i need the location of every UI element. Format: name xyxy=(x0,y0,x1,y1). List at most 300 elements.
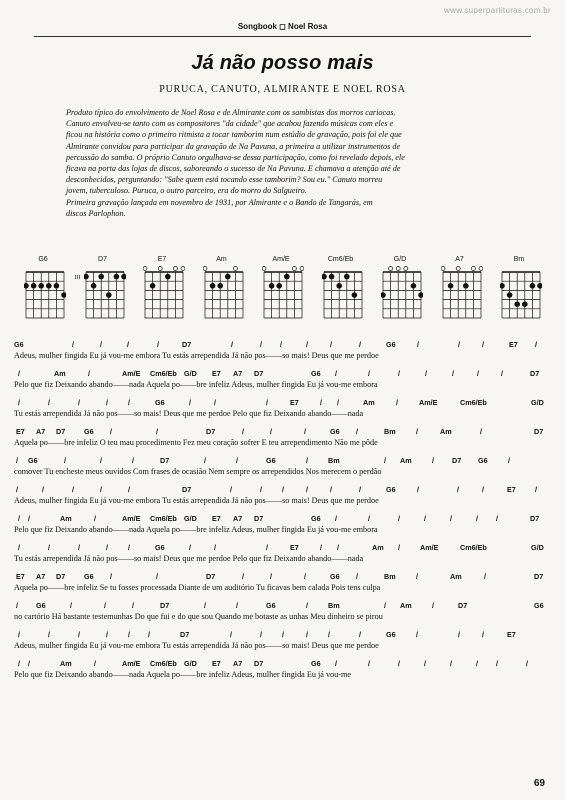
beat-slash: / xyxy=(100,456,102,465)
finger-dot xyxy=(322,274,327,280)
beat-slash: / xyxy=(416,630,418,639)
beat-slash: / xyxy=(368,659,370,668)
finger-dot xyxy=(98,274,104,280)
beat-slash: / xyxy=(337,398,339,407)
finger-dot xyxy=(276,283,282,289)
beat-slash: / xyxy=(306,485,308,494)
chord-symbol: Am/E xyxy=(419,398,438,407)
finger-dot xyxy=(507,292,513,298)
chord-symbol: D7 xyxy=(458,601,468,610)
chord-symbol: G/D xyxy=(531,398,544,407)
chord-symbol: D7 xyxy=(182,340,192,349)
chord-symbol: D7 xyxy=(56,572,66,581)
beat-slash: / xyxy=(356,572,358,581)
intro-line: percussão do samba. O próprio Canuto orgulhava-se dessa participação, como foi revelado depois, ele xyxy=(66,152,405,162)
intro-line: Almirante convidou para participar da gravação de Na Pavuna, a primeira a utilizar instrumentos de xyxy=(66,141,401,151)
page-number: 69 xyxy=(533,778,545,789)
chord-grid xyxy=(441,264,483,320)
beat-slash: / xyxy=(476,514,478,523)
chord-grid xyxy=(381,264,423,320)
chord-diagram-name: G6 xyxy=(38,256,48,263)
open-string-marker xyxy=(262,267,266,271)
chord-diagram-row xyxy=(24,256,544,326)
beat-slash: / xyxy=(88,369,90,378)
intro-line: ficou na história como o primeiro ritmista a tocar tamborim num estúdio de gravação, pois foi ele que xyxy=(66,130,402,140)
beat-slash: / xyxy=(450,514,452,523)
beat-slash: / xyxy=(18,514,20,523)
beat-slash: / xyxy=(320,398,322,407)
chord-grid xyxy=(84,264,126,320)
beat-slash: / xyxy=(282,630,284,639)
song-authors: PURUCA, CANUTO, ALMIRANTE E NOEL ROSA xyxy=(159,84,406,95)
chord-symbol: G6 xyxy=(155,398,165,407)
chord-symbol: Am xyxy=(363,398,375,407)
beat-slash: / xyxy=(482,630,484,639)
chord-grid xyxy=(143,264,185,320)
chord-symbol: G6 xyxy=(330,572,340,581)
chord-symbol: Am xyxy=(440,427,452,436)
chord-symbol: G6 xyxy=(155,543,165,552)
beat-slash: / xyxy=(306,630,308,639)
lyric-line: Adeus, mulher fingida Eu já vou-me embora Tu estás arrependida Já não pos——so mais! Deus que me perdoe xyxy=(14,351,379,360)
beat-slash: / xyxy=(48,398,50,407)
chord-diagram xyxy=(381,256,431,326)
chord-symbol: Am/E xyxy=(122,659,141,668)
beat-slash: / xyxy=(242,572,244,581)
beat-slash: / xyxy=(204,456,206,465)
chord-diagram xyxy=(74,256,134,326)
finger-dot xyxy=(500,283,505,289)
finger-dot xyxy=(61,292,66,298)
chord-symbol: G6 xyxy=(330,427,340,436)
finger-dot xyxy=(411,283,417,289)
chord-diagram xyxy=(262,256,312,326)
chord-symbol: A7 xyxy=(233,514,243,523)
chord-symbol: D7 xyxy=(56,427,66,436)
chord-symbol: G/D xyxy=(531,543,544,552)
chord-symbol: Am/E xyxy=(122,514,141,523)
beat-slash: / xyxy=(535,340,537,349)
open-string-marker xyxy=(292,267,296,271)
finger-dot xyxy=(121,274,126,280)
chord-symbol: A7 xyxy=(233,369,243,378)
chord-symbol: D7 xyxy=(452,456,462,465)
beat-slash: / xyxy=(189,398,191,407)
chord-symbol: A7 xyxy=(36,572,46,581)
beat-slash: / xyxy=(231,340,233,349)
beat-slash: / xyxy=(526,659,528,668)
open-string-marker xyxy=(203,267,207,271)
beat-slash: / xyxy=(458,340,460,349)
beat-slash: / xyxy=(280,340,282,349)
beat-slash: / xyxy=(328,630,330,639)
open-string-marker xyxy=(158,267,162,271)
finger-dot xyxy=(54,283,60,289)
lyric-line: Aquela po——bre infeliz O teu mau procedimento Fez meu coração sofrer E teu arrependimento Não me pôde xyxy=(14,438,378,447)
beat-slash: / xyxy=(78,543,80,552)
open-string-marker xyxy=(300,267,304,271)
song-line xyxy=(14,427,550,456)
finger-dot xyxy=(46,283,52,289)
beat-slash: / xyxy=(304,427,306,436)
chord-symbol: E7 xyxy=(507,485,516,494)
beat-slash: / xyxy=(260,485,262,494)
beat-slash: / xyxy=(398,369,400,378)
song-line xyxy=(14,572,550,601)
chord-symbol: E7 xyxy=(290,398,299,407)
beat-slash: / xyxy=(18,659,20,668)
lyric-line: Pelo que fiz Deixando abando——nada Aquela po——bre infeliz Adeus, mulher fingida Eu já vou-me embora xyxy=(14,380,378,389)
beat-slash: / xyxy=(452,369,454,378)
open-string-marker xyxy=(456,267,460,271)
intro-line: desconhecidos, perguntando: "Sabe quem está tocando esse tamborim? Sou eu." Canuto morreu xyxy=(66,175,383,185)
finger-dot xyxy=(514,301,520,307)
beat-slash: / xyxy=(18,630,20,639)
chord-symbol: Am xyxy=(54,369,66,378)
chord-diagram-name: D7 xyxy=(98,256,107,263)
chord-symbol: G6 xyxy=(386,340,396,349)
beat-slash: / xyxy=(214,543,216,552)
intro-line: Produto típico do envolvimento de Noel Rosa e de Almirante com os sambistas dos morros cariocas. xyxy=(66,108,396,117)
beat-slash: / xyxy=(128,398,130,407)
beat-slash: / xyxy=(356,427,358,436)
chord-symbol: D7 xyxy=(534,427,544,436)
chord-symbol: E7 xyxy=(507,630,516,639)
watermark: www.superpartituras.com.br xyxy=(444,6,551,15)
beat-slash: / xyxy=(384,456,386,465)
beat-slash: / xyxy=(335,369,337,378)
beat-slash: / xyxy=(214,398,216,407)
song-line xyxy=(14,514,550,543)
beat-slash: / xyxy=(306,601,308,610)
beat-slash: / xyxy=(368,369,370,378)
beat-slash: / xyxy=(417,485,419,494)
beat-slash: / xyxy=(230,485,232,494)
finger-dot xyxy=(418,292,423,298)
finger-dot xyxy=(381,292,386,298)
beat-slash: / xyxy=(72,485,74,494)
beat-slash: / xyxy=(28,514,30,523)
finger-dot xyxy=(269,283,275,289)
chord-symbol: Bm xyxy=(384,572,396,581)
beat-slash: / xyxy=(330,340,332,349)
beat-slash: / xyxy=(417,340,419,349)
beat-slash: / xyxy=(128,543,130,552)
lyric-line: Adeus, mulher fingida Eu já vou-me embora Tu estás arrependida Já não pos——so mais! Deus que me perdoe xyxy=(14,641,379,650)
chord-diagram-name: Cm6/Eb xyxy=(327,256,354,263)
finger-dot xyxy=(351,292,357,298)
intro-line: discos Parlophon. xyxy=(66,208,126,218)
beat-slash: / xyxy=(535,485,537,494)
beat-slash: / xyxy=(128,485,130,494)
beat-slash: / xyxy=(501,369,503,378)
finger-dot xyxy=(84,274,89,280)
chord-diagram xyxy=(203,256,253,326)
finger-dot xyxy=(344,274,350,280)
chord-diagram xyxy=(500,256,550,326)
chord-symbol: E7 xyxy=(16,572,25,581)
beat-slash: / xyxy=(42,485,44,494)
beat-slash: / xyxy=(28,659,30,668)
finger-dot xyxy=(284,274,290,280)
chord-symbol: Cm6/Eb xyxy=(150,514,177,523)
beat-slash: / xyxy=(396,398,398,407)
beat-slash: / xyxy=(496,514,498,523)
chord-symbol: G/D xyxy=(184,659,197,668)
beat-slash: / xyxy=(425,369,427,378)
chord-symbol: G6 xyxy=(478,456,488,465)
chord-symbol: Cm6/Eb xyxy=(150,369,177,378)
chord-symbol: E7 xyxy=(509,340,518,349)
beat-slash: / xyxy=(48,543,50,552)
beat-slash: / xyxy=(127,340,129,349)
chord-diagram xyxy=(441,256,491,326)
finger-dot xyxy=(225,274,231,280)
chord-symbol: G6 xyxy=(84,427,94,436)
beat-slash: / xyxy=(204,601,206,610)
chord-diagram-name: E7 xyxy=(157,256,167,263)
chord-symbol: G6 xyxy=(266,601,276,610)
finger-dot xyxy=(336,283,342,289)
beat-slash: / xyxy=(230,630,232,639)
song-line xyxy=(14,485,550,514)
chord-diagram xyxy=(24,256,74,326)
chord-diagram-name: A7 xyxy=(455,256,464,263)
song-title: Já não posso mais xyxy=(191,52,374,74)
chord-symbol: Cm6/Eb xyxy=(460,398,487,407)
chord-symbol: Am xyxy=(372,543,384,552)
beat-slash: / xyxy=(106,630,108,639)
beat-slash: / xyxy=(482,485,484,494)
chord-symbol: G6 xyxy=(311,514,321,523)
chord-grid xyxy=(24,264,66,320)
finger-dot xyxy=(165,274,171,280)
chord-symbol: Am xyxy=(60,514,72,523)
chord-symbol: D7 xyxy=(534,572,544,581)
lyric-line: Aquela po——bre infeliz Se tu fosses processada Diante de um auditório Tu ficavas bem calada Pois tens culpa xyxy=(14,583,381,592)
beat-slash: / xyxy=(304,572,306,581)
lyric-line: no cartório Há bastante testemunhas Do que fui e do que sou Quando me botaste as unhas Meu dinheiro se pirou xyxy=(14,612,383,621)
chord-symbol: Bm xyxy=(328,601,340,610)
song-line xyxy=(14,369,550,398)
beat-slash: / xyxy=(384,601,386,610)
chord-symbol: Bm xyxy=(384,427,396,436)
song-line xyxy=(14,340,550,369)
finger-dot xyxy=(463,283,469,289)
beat-slash: / xyxy=(270,572,272,581)
lyric-line: comover Tu encheste meus ouvidos Com frases de ocasião Nem sempre os arrependidos Nos merecem o perdão xyxy=(14,467,382,476)
chord-symbol: D7 xyxy=(206,572,216,581)
beat-slash: / xyxy=(458,630,460,639)
song-line xyxy=(14,398,550,427)
beat-slash: / xyxy=(16,456,18,465)
beat-slash: / xyxy=(320,543,322,552)
open-string-marker xyxy=(479,267,483,271)
open-string-marker xyxy=(143,267,147,271)
chord-symbol: Am xyxy=(60,659,72,668)
open-string-marker xyxy=(181,267,185,271)
finger-dot xyxy=(217,283,223,289)
intro-line: Canuto envolveu-se tanto com os compositores "da cidade" que acabou fazendo músicas com eles e xyxy=(66,119,394,129)
beat-slash: / xyxy=(484,572,486,581)
finger-dot xyxy=(530,283,536,289)
beat-slash: / xyxy=(496,659,498,668)
beat-slash: / xyxy=(18,369,20,378)
beat-slash: / xyxy=(306,456,308,465)
beat-slash: / xyxy=(110,427,112,436)
song-line xyxy=(14,630,550,659)
finger-dot xyxy=(113,274,119,280)
chord-symbol: D7 xyxy=(206,427,216,436)
beat-slash: / xyxy=(78,630,80,639)
chord-symbol: A7 xyxy=(233,659,243,668)
lyric-line: Pelo que fiz Deixando abando——nada Aquela po——bre infeliz Adeus, mulher fingida Eu já vou-me xyxy=(14,670,351,679)
song-line xyxy=(14,659,550,688)
beat-slash: / xyxy=(18,398,20,407)
beat-slash: / xyxy=(416,427,418,436)
beat-slash: / xyxy=(157,340,159,349)
beat-slash: / xyxy=(368,514,370,523)
chord-symbol: Cm6/Eb xyxy=(150,659,177,668)
beat-slash: / xyxy=(398,659,400,668)
beat-slash: / xyxy=(282,485,284,494)
chord-symbol: G6 xyxy=(311,659,321,668)
beat-slash: / xyxy=(424,659,426,668)
finger-dot xyxy=(38,283,44,289)
beat-slash: / xyxy=(104,601,106,610)
beat-slash: / xyxy=(266,398,268,407)
chord-grid xyxy=(203,264,245,320)
beat-slash: / xyxy=(128,630,130,639)
chord-symbol: Am xyxy=(400,456,412,465)
chord-diagram xyxy=(143,256,193,326)
chord-symbol: G6 xyxy=(311,369,321,378)
chord-symbol: E7 xyxy=(212,369,221,378)
intro-line: jovem, tuberculoso. Puruca, o outro parceiro, era do morro do Salgueiro. xyxy=(66,186,307,196)
chord-symbol: D7 xyxy=(180,630,190,639)
beat-slash: / xyxy=(100,340,102,349)
beat-slash: / xyxy=(110,572,112,581)
intro-line: ficava na porta das lojas de discos, saboreando o sucesso de Na Pavuna. E chamava a atenção até de xyxy=(66,164,401,174)
chord-symbol: G6 xyxy=(266,456,276,465)
beat-slash: / xyxy=(106,398,108,407)
lyric-line: Pelo que fiz Deixando abando——nada Aquela po——bre infeliz Adeus, mulher fingida Eu já vou-me embora xyxy=(14,525,378,534)
beat-slash: / xyxy=(330,485,332,494)
chord-symbol: G6 xyxy=(534,601,544,610)
lyric-line: Adeus, mulher fingida Eu já vou-me embora Tu estás arrependida Já não pos——so mais! Deus que me perdoe xyxy=(14,496,379,505)
beat-slash: / xyxy=(424,514,426,523)
beat-slash: / xyxy=(94,514,96,523)
beat-slash: / xyxy=(335,659,337,668)
chord-symbol: Am xyxy=(400,601,412,610)
beat-slash: / xyxy=(359,485,361,494)
beat-slash: / xyxy=(236,456,238,465)
song-line xyxy=(14,543,550,572)
beat-slash: / xyxy=(156,427,158,436)
beat-slash: / xyxy=(189,543,191,552)
open-string-marker xyxy=(396,267,400,271)
beat-slash: / xyxy=(270,427,272,436)
songbook-header xyxy=(0,22,565,31)
chord-grid xyxy=(262,264,304,320)
chord-diagram-name: Bm xyxy=(513,256,525,263)
open-string-marker xyxy=(389,267,393,271)
beat-slash: / xyxy=(398,543,400,552)
beat-slash: / xyxy=(148,630,150,639)
beat-slash: / xyxy=(260,340,262,349)
finger-dot xyxy=(106,292,112,298)
chord-diagram-name: G/D xyxy=(393,256,407,263)
beat-slash: / xyxy=(78,398,80,407)
chord-symbol: D7 xyxy=(254,369,264,378)
chord-diagram xyxy=(322,256,372,326)
chord-symbol: G6 xyxy=(386,630,396,639)
finger-dot xyxy=(31,283,37,289)
songbook-header-label: Songbook ◻ Noel Rosa xyxy=(237,22,328,31)
chord-symbol: D7 xyxy=(254,514,264,523)
chord-diagram-name: Am xyxy=(216,256,227,263)
chord-symbol: D7 xyxy=(160,456,170,465)
chord-fret-number: III xyxy=(74,275,81,281)
beat-slash: / xyxy=(132,456,134,465)
open-string-marker xyxy=(404,267,408,271)
beat-slash: / xyxy=(242,427,244,436)
finger-dot xyxy=(328,274,334,280)
beat-slash: / xyxy=(106,543,108,552)
chord-symbol: G6 xyxy=(14,340,24,349)
chord-symbol: G/D xyxy=(184,369,197,378)
song-sheet xyxy=(14,340,550,688)
chord-symbol: A7 xyxy=(36,427,46,436)
lyric-line: Tu estás arrependida Já não pos——so mais! Deus que me perdoe Pelo que fiz Deixando abando——nada xyxy=(14,554,364,563)
chord-symbol: D7 xyxy=(160,601,170,610)
finger-dot xyxy=(209,283,215,289)
beat-slash: / xyxy=(480,427,482,436)
beat-slash: / xyxy=(94,659,96,668)
chord-symbol: Am xyxy=(450,572,462,581)
beat-slash: / xyxy=(266,543,268,552)
beat-slash: / xyxy=(335,514,337,523)
beat-slash: / xyxy=(72,340,74,349)
intro-text xyxy=(66,107,506,219)
chord-symbol: Am/E xyxy=(122,369,141,378)
chord-symbol: Am/E xyxy=(420,543,439,552)
chord-symbol: G6 xyxy=(36,601,46,610)
header-rule xyxy=(34,36,531,37)
song-line xyxy=(14,601,550,630)
beat-slash: / xyxy=(156,572,158,581)
beat-slash: / xyxy=(236,601,238,610)
chord-symbol: E7 xyxy=(16,427,25,436)
finger-dot xyxy=(150,283,156,289)
beat-slash: / xyxy=(432,601,434,610)
open-string-marker xyxy=(233,267,237,271)
chord-diagram-name: Am/E xyxy=(272,256,290,263)
chord-symbol: D7 xyxy=(530,369,540,378)
beat-slash: / xyxy=(457,485,459,494)
finger-dot xyxy=(537,283,542,289)
chord-grid xyxy=(322,264,364,320)
finger-dot xyxy=(90,283,96,289)
chord-symbol: E7 xyxy=(212,659,221,668)
beat-slash: / xyxy=(16,485,18,494)
chord-symbol: D7 xyxy=(530,514,540,523)
finger-dot xyxy=(24,283,29,289)
chord-symbol: Bm xyxy=(328,456,340,465)
beat-slash: / xyxy=(16,601,18,610)
open-string-marker xyxy=(441,267,445,271)
intro-line: Primeira gravação lançada em novembro de 1931, por Almirante e o Bando de Tangarás, em xyxy=(66,197,373,207)
